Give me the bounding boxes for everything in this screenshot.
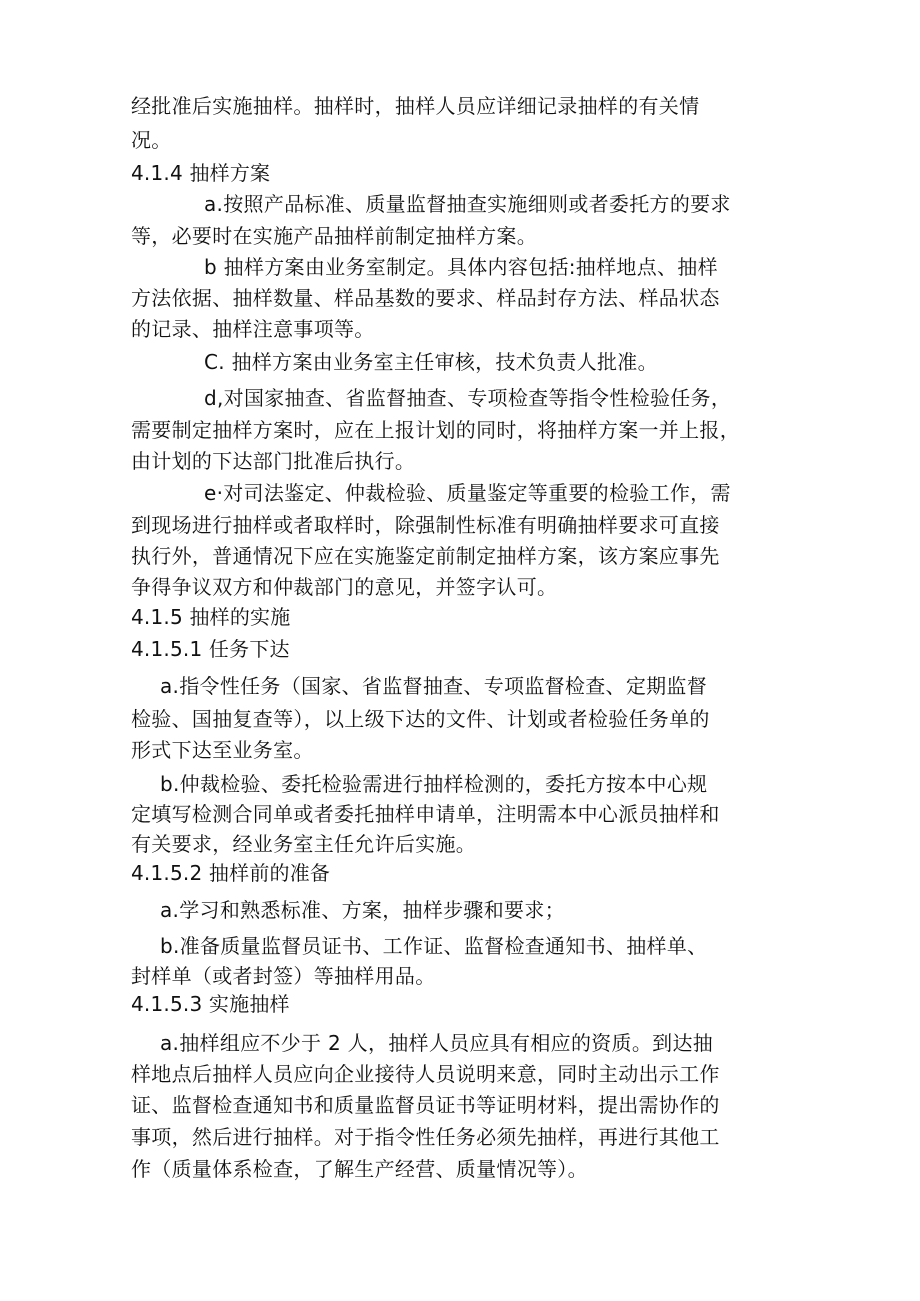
- paragraph-line: 形式下达至业务室。: [131, 738, 314, 762]
- paragraph-line: 事项，然后进行抽样。对于指令性任务必须先抽样，再进行其他工: [131, 1125, 720, 1149]
- paragraph-line: 争得争议双方和仲裁部门的意见，并签字认可。: [131, 575, 558, 599]
- paragraph-line: 作（质量体系检查，了解生产经营、质量情况等）。: [131, 1157, 588, 1181]
- paragraph-line: 的记录、抽样注意事项等。: [131, 317, 375, 341]
- paragraph-line: 证、监督检查通知书和质量监督员证书等证明材料，提出需协作的: [131, 1093, 720, 1117]
- intro-line: 况。: [131, 128, 172, 152]
- paragraph-line: b.仲裁检验、委托检验需进行抽样检测的，委托方按本中心规: [160, 772, 708, 796]
- paragraph-line: 等，必要时在实施产品抽样前制定抽样方案。: [131, 224, 537, 248]
- paragraph-line: e·对司法鉴定、仲裁检验、质量鉴定等重要的检验工作，需: [204, 481, 731, 505]
- paragraph-line: 定填写检测合同单或者委托抽样申请单，注明需本中心派员抽样和: [131, 802, 720, 826]
- section-heading-4-1-5-3: 4.1.5.3 实施抽样: [131, 992, 290, 1016]
- paragraph-line: b 抽样方案由业务室制定。具体内容包括:抽样地点、抽样: [204, 255, 718, 279]
- section-heading-4-1-5-2: 4.1.5.2 抽样前的准备: [131, 861, 331, 885]
- section-heading-4-1-5: 4.1.5 抽样的实施: [131, 605, 291, 629]
- paragraph-line: 检验、国抽复查等），以上级下达的文件、计划或者检验任务单的: [131, 707, 710, 731]
- intro-line: 经批准后实施抽样。抽样时，抽样人员应详细记录抽样的有关情: [131, 94, 700, 118]
- paragraph-line: a.按照产品标准、质量监督抽查实施细则或者委托方的要求: [204, 192, 731, 216]
- paragraph-line: 需要制定抽样方案时，应在上报计划的同时，将抽样方案一并上报，: [131, 418, 740, 442]
- paragraph-line: 样地点后抽样人员应向企业接待人员说明来意，同时主动出示工作: [131, 1062, 720, 1086]
- paragraph-line: 由计划的下达部门批准后执行。: [131, 449, 416, 473]
- paragraph-line: a.学习和熟悉标准、方案，抽样步骤和要求；: [160, 898, 565, 922]
- paragraph-line: C. 抽样方案由业务室主任审核，技术负责人批准。: [204, 350, 658, 374]
- paragraph-line: a.指令性任务（国家、省监督抽查、专项监督检查、定期监督: [160, 674, 708, 698]
- paragraph-line: a.抽样组应不少于 2 人，抽样人员应具有相应的资质。到达抽: [160, 1031, 714, 1055]
- paragraph-line: 有关要求，经业务室主任允许后实施。: [131, 832, 477, 856]
- paragraph-line: d,对国家抽查、省监督抽查、专项检查等指令性检验任务，: [204, 386, 732, 410]
- paragraph-line: 到现场进行抽样或者取样时，除强制性标准有明确抽样要求可直接: [131, 513, 720, 537]
- paragraph-line: 方法依据、抽样数量、样品基数的要求、样品封存方法、样品状态: [131, 286, 720, 310]
- paragraph-line: 封样单（或者封签）等抽样用品。: [131, 964, 436, 988]
- paragraph-line: 执行外，普通情况下应在实施鉴定前制定抽样方案，该方案应事先: [131, 544, 720, 568]
- section-heading-4-1-5-1: 4.1.5.1 任务下达: [131, 637, 290, 661]
- section-heading-4-1-4: 4.1.4 抽样方案: [131, 161, 271, 185]
- paragraph-line: b.准备质量监督员证书、工作证、监督检查通知书、抽样单、: [160, 934, 708, 958]
